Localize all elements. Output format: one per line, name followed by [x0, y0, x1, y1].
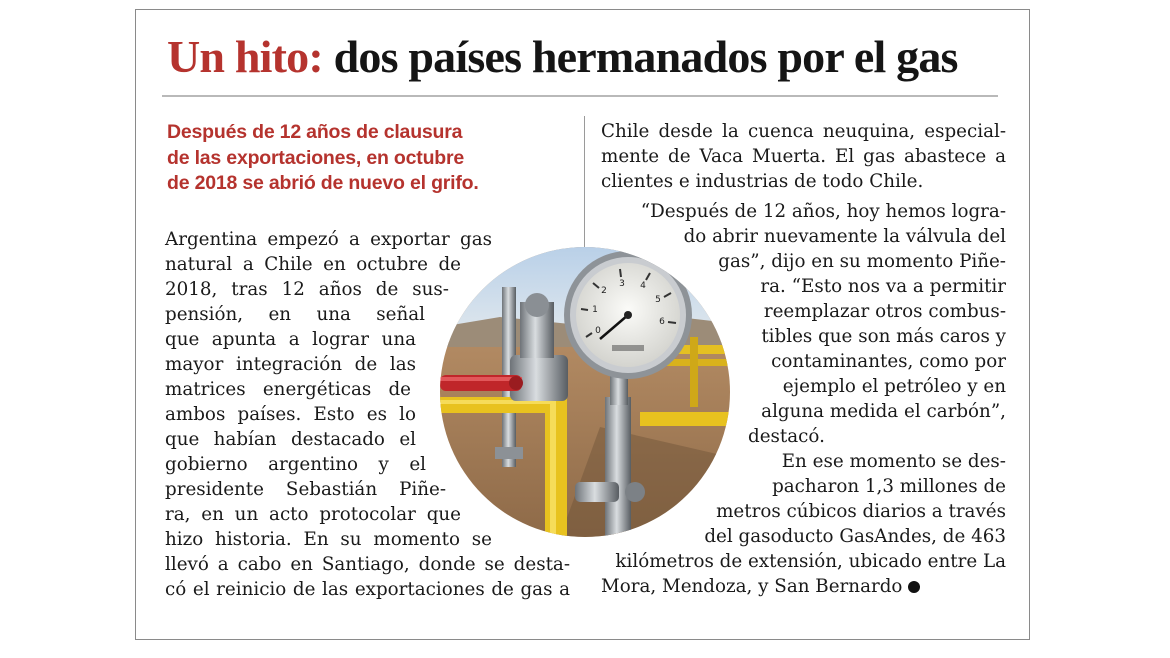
- gas-valve-illustration: [440, 247, 730, 537]
- body-line: hizo historia. En su momento se: [165, 529, 492, 550]
- body-line: natural a Chile en octubre de: [165, 254, 461, 275]
- gauge-scale-label: 1: [592, 305, 598, 315]
- gauge-scale-label: 2: [601, 286, 607, 296]
- body-line: clientes e industrias de todo Chile.: [601, 171, 924, 192]
- body-line: mente de Vaca Muerta. El gas abastece a: [601, 146, 1006, 167]
- body-line: do abrir nuevamente la válvula del: [683, 226, 1006, 247]
- body-line: En ese momento se des-: [781, 451, 1006, 472]
- body-line: gas”, dijo en su momento Piñe-: [718, 251, 1006, 272]
- body-line: matrices energéticas de: [165, 379, 411, 400]
- body-line: tibles que son más caros y: [761, 326, 1006, 347]
- body-line: gobierno argentino y el: [165, 454, 426, 475]
- body-line: alguna medida el carbón”,: [761, 401, 1006, 422]
- body-line: ejemplo el petróleo y en: [782, 376, 1006, 397]
- deck-line: Después de 12 años de clausura: [167, 121, 463, 143]
- gauge-scale-label: 6: [659, 317, 665, 327]
- gas-valve-photo: [440, 247, 730, 537]
- headline: [167, 30, 1007, 84]
- body-line: pacharon 1,3 millones de: [772, 476, 1006, 497]
- body-line: del gasoducto GasAndes, de 463: [704, 526, 1006, 547]
- end-mark-icon: [908, 581, 920, 593]
- body-line: reemplazar otros combus-: [763, 301, 1006, 322]
- deck: [167, 120, 577, 197]
- headline-title: dos países hermanados por el gas: [333, 31, 958, 82]
- body-line: kilómetros de extensión, ubicado entre La: [615, 551, 1006, 572]
- body-line: mayor integración de las: [165, 354, 416, 375]
- body-line: có el reinicio de las exportaciones de gas a: [165, 579, 570, 600]
- body-line: 2018, tras 12 años de sus-: [165, 279, 449, 300]
- deck-line: de 2018 se abrió de nuevo el grifo.: [167, 172, 479, 194]
- body-line: ambos países. Esto es lo: [165, 404, 416, 425]
- body-line-last: [601, 575, 920, 599]
- body-line: llevó a cabo en Santiago, donde se desta-: [165, 554, 570, 575]
- body-line: ra. “Esto nos va a permitir: [760, 276, 1006, 297]
- body-line: pensión, en una señal: [165, 304, 425, 325]
- body-line: Argentina empezó a exportar gas: [165, 229, 492, 250]
- body-line: Chile desde la cuenca neuquina, especial-: [601, 121, 1006, 142]
- body-line: contaminantes, como por: [771, 351, 1006, 372]
- body-line: ra, en un acto protocolar que: [165, 504, 461, 525]
- deck-line: de las exportaciones, en octubre: [167, 146, 465, 169]
- body-line: que habían destacado el: [165, 429, 416, 450]
- body-line: destacó.: [748, 426, 825, 447]
- body-line: presidente Sebastián Piñe-: [165, 479, 446, 500]
- body-line-text: Mora, Mendoza, y San Bernardo: [601, 576, 903, 597]
- gauge-scale-label: 4: [640, 281, 646, 291]
- body-line: que apunta a lograr una: [165, 329, 416, 350]
- gauge-scale-label: 0: [595, 326, 601, 336]
- gauge-scale-label: 3: [619, 279, 625, 289]
- body-line: “Después de 12 años, hoy hemos logra-: [640, 201, 1006, 222]
- headline-rule: [162, 95, 998, 97]
- gauge-scale-label: 5: [655, 295, 661, 305]
- body-line: metros cúbicos diarios a través: [716, 501, 1006, 522]
- headline-kicker: Un hito:: [167, 31, 323, 82]
